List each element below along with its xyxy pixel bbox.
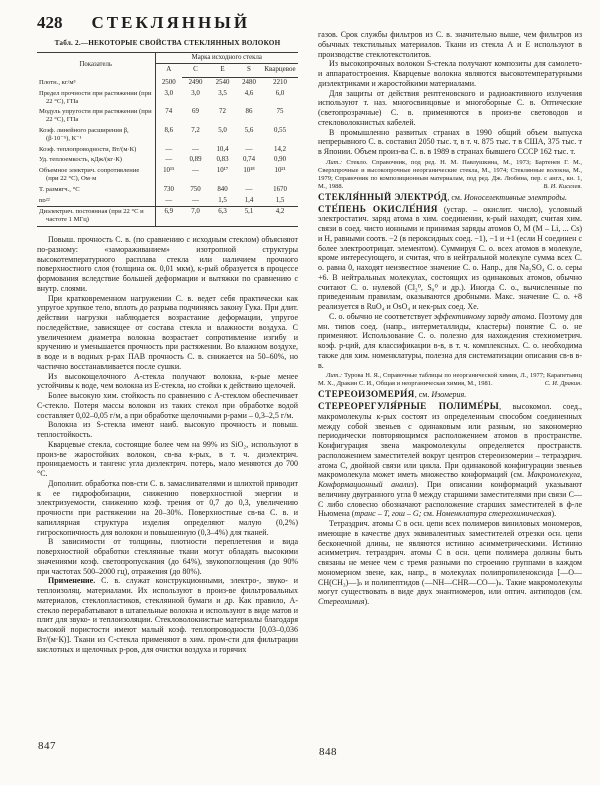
text-segment: Из высокопрочных волокон S-стекла получают композиты для самолето- и аппаратостроения. Кварцевые волокна являются высокотемпературными диэлектриками и жаростойкими материалами.: [318, 59, 582, 88]
cell-value: 750: [190, 185, 201, 193]
text-segment: , см.: [414, 390, 432, 400]
text-segment: Повыш. прочность С. в. (по сравнению с исходным стеклом) объясняют по-разному: «замораживанием» изотропной структуры высокотемпературного расплава стекла или наличием прочного поверхностного слоя (толщина ок. 0,01 мкм), к-рый образуется в процессе формования вследствие большей деформации и вытяжки по сравнению с внутр. слоями.: [37, 235, 298, 293]
cell-value: 0,90: [274, 156, 287, 164]
paragraph: [37, 420, 298, 440]
author-credit: С. И. Дракин.: [544, 380, 582, 388]
cell-value: —: [245, 145, 253, 153]
text-segment: ). При описании конформаций указывают величину двугранного угла θ между старшими заместителями при связи С—С либо словесно обозначают расположение старших заместителей в ф-ле Ньюмена (: [318, 480, 582, 519]
row-label: Коэф. теплопроводности, Вт/(м·К): [37, 144, 155, 155]
column-header-indicator: Показатель: [37, 53, 155, 78]
row-label: Уд. теплоемкость, кДж/(кг·К): [37, 155, 155, 166]
table-row: [37, 144, 298, 155]
cell-value: 6,9: [155, 206, 182, 226]
row-label: Объемное электрич. сопротивление (при 22 °С), Ом·м: [37, 166, 155, 185]
entry-term: СТЕРЕОИЗОМЕРИ́Я: [318, 389, 415, 400]
text-segment: см.: [421, 509, 436, 519]
entry-paragraph: [318, 402, 582, 519]
page-number-left: 847: [38, 740, 56, 752]
cell-value: 72: [219, 108, 226, 116]
cell-value: 1670: [273, 185, 287, 193]
text-segment: Турова Н. Я., Справочные таблицы по неорганической химии, Л., 1977; Карапетьянц М. Х., Дракин С. И., Общая и неорганическая химия, М., 1981.: [318, 372, 582, 388]
cell-value: 10²¹: [274, 167, 286, 175]
text-segment: эффективному заряду атома: [433, 311, 535, 321]
cell-value: 3,0: [164, 89, 174, 97]
text-segment: Номенклатура стереохимическая: [435, 509, 552, 519]
table-group-header-row: [37, 53, 298, 64]
text-segment: Дополнит. обработка пов-сти С. в. замасливателями и шлихтой приводит к ее гидрофобизации, снижению поверхностной энергии и электризуемости, снижению коэф. трения от 0,7 до 0,3, увеличению прочности при растяжении на 20–30%. Поверхностные св-ва С. в. и капиллярная структура изделия определяют малую (0,2%) гигроскопичность для волокон и повышенную (0,3–4%) для тканей.: [37, 478, 298, 537]
cell-value: 10¹⁸: [243, 167, 255, 175]
cell-value: 4,6: [244, 89, 254, 97]
cell-value: 14,2: [274, 145, 287, 153]
text-segment: Кварцевые стекла, состоящие более чем на 99% из SiO₂, используют в произ-ве жаростойких волокон, св-ва к-рых, в т. ч. диэлектрич. проницаемость и тангенс угла диэлектрич. потерь, мало меняются до 700 °С.: [37, 439, 298, 478]
table-row: [37, 195, 298, 206]
text-segment: Изомерия.: [431, 390, 467, 400]
column-header-quartz: Кварцевое: [262, 63, 298, 77]
cell-value: 5,6: [244, 127, 254, 135]
cell-value: —: [192, 167, 199, 175]
literature-label: Лит.:: [326, 158, 343, 166]
cell-value: 5,0: [218, 127, 227, 135]
cell-value: 0,74: [242, 156, 256, 164]
cell-value: 6,3: [209, 206, 236, 226]
cell-value: 7,2: [191, 127, 200, 135]
paragraph: [318, 312, 582, 371]
cell-value: 1,5: [218, 196, 227, 204]
entry-paragraph: [318, 193, 582, 203]
paragraph: [318, 519, 582, 607]
row-label: Модуль упругости при растяжении (при 22 °С), ГПа: [37, 107, 155, 126]
column-header-c: С: [182, 63, 209, 77]
text-segment: ).: [364, 597, 370, 606]
cell-value: 2540: [215, 79, 230, 87]
cell-value: 7,0: [182, 206, 209, 226]
table-title: Табл. 2.—НЕКОТОРЫЕ СВОЙСТВА СТЕКЛЯННЫХ ВОЛОКОН: [54, 39, 281, 47]
text-segment: С. в. служат конструкционными, электро-, звуко- и теплоизоляц. материалами. Их используют в произ-ве фильтровальных материалов, стеклопластиков, стеклянной бумаги и др. Как правило, А-стекло перерабатывают в штапельные волокна и используют в виде матов и плит для звуко- и теплоизоляции. Стекловолокнистые материалы благодаря высокой пористости имеют малый коэф. теплопроводности [0,03–0,036 Вт/(м·К)]. Ткани из С-стекла применяют в хим. пром-сти для фильтрации кислотных и щелочных р-ров, для очистки воздуха и горячих: [37, 576, 298, 654]
paragraph: [37, 479, 298, 538]
text-segment: газов. Срок службы фильтров из С. в. значительно выше, чем фильтров из обычных текстильных материалов. Ткани из стекла А и Е используют в производстве стеклотекстолитов.: [318, 30, 582, 59]
cell-value: 1,4: [244, 196, 254, 204]
entry-term: СТЕКЛЯ́ННЫЙ ЭЛЕКТРО́Д: [318, 191, 448, 202]
text-segment: С. о. обычно не соответствует: [329, 311, 434, 321]
text-segment: Для защиты от действия рентгеновского и радиоактивного излучения используют т. наз. многосвинцовые и многоборные С. в. Оптические (светопрозрачные) С. в. применяются в произ-ве световодов и стекловолокнистых кабелей.: [318, 88, 582, 127]
text-segment: . Поэтому для мн. типов соед. (напр., интерметаллиды, кластеры) понятие С. о. не применяют. Использование С. о. полезно для нахождения стехиометрич. коэф. р-ций, для классификации в-в, в т. ч. комплексных. С. о. необходима также для хим. номенклатуры, полезна для систематизации описания св-в в-в.: [318, 311, 582, 370]
cell-value: 74: [165, 108, 173, 116]
paragraph: [37, 440, 298, 479]
cell-value: —: [165, 196, 173, 204]
row-label: Т. размягч., °С: [37, 184, 155, 195]
cell-value: —: [192, 196, 199, 204]
cell-value: 69: [192, 108, 199, 116]
table-row: [37, 107, 298, 126]
text-segment: Стереохимия: [318, 597, 365, 606]
cell-value: 8,6: [164, 127, 174, 135]
cell-value: 2500: [161, 78, 176, 86]
paragraph: [37, 576, 298, 654]
text-segment: В промышленно развитых странах в 1990 общий объем выпуска непрерывного С. в. составил 2050 тыс. т, в т. ч. 875 тыс. т в США, 375 тыс. т в Японии. Объем произ-ва С. в. в 1989 в странах бывшего СССР 162 тыс. т.: [318, 127, 582, 156]
paragraph: [318, 89, 582, 128]
table-row: [37, 206, 298, 226]
cell-value: 3,5: [218, 89, 227, 97]
cell-value: 730: [163, 185, 174, 193]
paragraph: [318, 128, 582, 157]
cell-value: 86: [245, 108, 253, 116]
column-header-a: А: [166, 65, 172, 74]
cell-value: —: [165, 156, 173, 164]
column-header-s: S: [236, 63, 262, 77]
cell-value: 2210: [273, 79, 287, 87]
cell-value: 2480: [242, 79, 256, 87]
page-number-right: 848: [319, 746, 337, 758]
literature-label: Лит.:: [326, 372, 343, 380]
table-body: [37, 77, 298, 226]
cell-value: —: [192, 145, 199, 153]
paragraph: [37, 391, 298, 420]
header-page-number: 428: [37, 13, 63, 32]
table-row: [37, 126, 298, 145]
text-segment: (устар. – окислит. число), условный электростатич. заряд атома в хим. соединении, к-рый находят, считая хим. связи в соед. чисто ионными и принимая заряды атомов О, М (М – Li, ... Cs) и Н, равными соотв. −2 (в пероксидных соед. −1), −1 и +1 (если Н соединен с более электроотрицат. элементом). Суммируя С. о. всех атомов в молекуле, кроме интересующего, и считая, что в нейтральной молекуле сумма всех С. о. равна 0, находят неизвестное значение С. о. Напр., для Na₂SO₄ С. о. серы +6. В нейтральных молекулах, состоящих из одинаковых атомов, обычно считают С. о. нулевой (Cl₂⁰, S₈⁰ и др.). Иногда С. о., вычисленные по приведенным правилам, оказываются дробными. Макс. значение С. о. +8 реализуется в RuO₄ и OsO₄ и нек-рых соед. Хе.: [318, 204, 582, 311]
paragraph: [318, 59, 582, 88]
right-text-column: [318, 30, 582, 737]
running-head-title: СТЕКЛЯННЫЙ: [91, 13, 251, 32]
row-label: nᴅ²²: [37, 195, 155, 206]
entry-paragraph: [318, 205, 582, 312]
row-label: Коэф. линейного расширения β, (β·10⁻⁵), К⁻¹: [37, 126, 155, 145]
table-row: [37, 88, 298, 107]
cell-value: —: [165, 145, 173, 153]
text-segment: Более высокую хим. стойкость по сравнению с А-стеклом обеспечивает С-стекло. Потеря массы волокон из таких стекол при обработке водой составляет 0,02–0,05 г/м, а при обработке щелочными р-рами – 0,3–2,5 г/м.: [37, 391, 298, 420]
paragraph-lead: Применение.: [48, 576, 96, 586]
cell-value: 10¹⁵: [163, 167, 175, 175]
literature-paragraph: [318, 159, 582, 191]
text-segment: Ионоселективные электроды.: [464, 192, 567, 202]
cell-value: 0,89: [189, 156, 202, 164]
glass-fiber-properties-table-block: [37, 39, 298, 227]
left-text-column: [37, 235, 298, 739]
text-segment: Волокна из S-стекла имеют наиб. высокую прочность и повыш. теплостойкость.: [37, 420, 298, 439]
cell-value: 1,5: [275, 196, 285, 204]
cell-value: 10,4: [216, 145, 229, 153]
cell-value: 10¹⁷: [216, 167, 229, 175]
entry-term: СТЕ́ПЕНЬ ОКИСЛЕ́НИЯ: [318, 203, 438, 214]
entry-term: СТЕРЕОРЕГУЛЯ́РНЫЕ ПОЛИМЕ́РЫ: [318, 401, 500, 411]
row-label: Плотн., кг/м³: [37, 77, 155, 88]
text-segment: , высокомол. соед., макромолекулы к-рых состоят из определенным способом соединенных между собой звеньев с одинаковым или разным, но закономерно периодически повторяющимся расположением атомов в пространстве. Конфигурация звена макромолекулы определяется пространств. расположением заместителей вокруг центров стереоизомерии – тетраэдрич. атома С, двойной связи или цикла. При одинаковой конфигурации звеньев макромолекула может иметь множество конформаций (см.: [318, 402, 582, 480]
paragraph: [37, 537, 298, 576]
author-credit: В. И. Киселев.: [543, 182, 582, 190]
glass-fiber-properties-table: [37, 52, 298, 227]
table-row: [37, 166, 298, 185]
table-row: [37, 155, 298, 166]
table-row: [37, 184, 298, 195]
literature-paragraph: [318, 372, 582, 388]
text-segment: В зависимости от толщины, плотности переплетения и вида поверхностной обработки стеклянные ткани могут обладать высокими значениями коэф. светопропускания (до 64%), звукопоглощения (до 90% при частотах 500–2000 гц), отражения (до 80%).: [37, 537, 298, 576]
paragraph: [37, 235, 298, 294]
page-header: [37, 13, 250, 33]
text-segment: При кратковременном нагружении С. в. ведет себя практически как упругое хрупкое тело, вплоть до разрыва подчиняясь закону Гука. При длит. действии нагрузки наблюдается возрастание деформации, упругое последействие, зависящее от состава стекла и влажности воздуха. С увеличением диаметра волокна возрастает сопротивление изгибу и кручению и уменьшается прочность при растяжении. Во влажном воздухе, в воде и в водных р-рах ПАВ прочность С. в. снижается на 50–60%, но частично восстанавливается после сушки.: [37, 293, 298, 371]
text-segment: Из высокощелочного А-стекла получают волокна, к-рые менее устойчивы к воде, чем волокна из Е-стекла, но стойки к действию щелочей.: [37, 371, 298, 391]
paragraph: [318, 30, 582, 59]
cell-value: 840: [217, 185, 228, 193]
cell-value: 5,1: [236, 206, 262, 226]
paragraph: [37, 372, 298, 392]
cell-value: 75: [276, 108, 284, 116]
text-segment: транс – Т, гош – G;: [354, 509, 422, 519]
text-segment: , см.: [447, 192, 464, 202]
row-label: Предел прочности при растяжении (при 22 °С), ГПа: [37, 88, 155, 107]
cell-value: 0,83: [216, 156, 229, 164]
text-segment: Стекло. Справочник, под ред. Н. М. Павлушкина, М., 1973; Бартенев Г. М., Сверхпрочные и высокопрочные неорганические стекла, М., 1974; Стеклянные волокна, М., 1979; Справочник по композиционным материалам, под ред. Дж. Любина, пер. с англ., кн. 1, М., 1988.: [318, 158, 582, 190]
cell-value: 2490: [188, 79, 203, 87]
cell-value: 4,2: [262, 206, 298, 226]
row-label: Диэлектрич. постоянная (при 22 °С и частоте 1 МГц): [37, 206, 155, 226]
table-row: [37, 77, 298, 88]
entry-paragraph: [318, 390, 582, 400]
cell-value: 0,55: [274, 127, 287, 135]
text-segment: Макромолекула, Конформационный анализ: [318, 470, 582, 489]
paragraph: [37, 294, 298, 372]
column-group-header: Марка исходного стекла: [155, 53, 298, 64]
column-header-e: Е: [209, 63, 236, 77]
cell-value: 3,0: [191, 89, 200, 97]
cell-value: —: [245, 185, 253, 193]
cell-value: 6,0: [275, 89, 285, 97]
text-segment: Тетраэдрич. атомы С в осн. цепи всех полимеров виниловых мономеров, имеющие в качестве двух эквивалентных заместителей отрезки осн. цепи бесконечной длины, не являются истинно асимметрическими. Истинно асимметрич. тетраэдрич. атомы С в осн. цепи полимера должны быть связаны не менее чем с тремя разными по строению группами в каждом мономерном звене, как, напр., в молекулах полипропиленоксида [—О—СН(СН₃)—]ₙ и полипептидов (—NH—CHR—CO—)ₙ. Такие макромолекулы могут существовать в виде двух энантиомеров, или оптич. антиподов (см.: [318, 519, 582, 597]
text-segment: ).: [551, 509, 557, 519]
